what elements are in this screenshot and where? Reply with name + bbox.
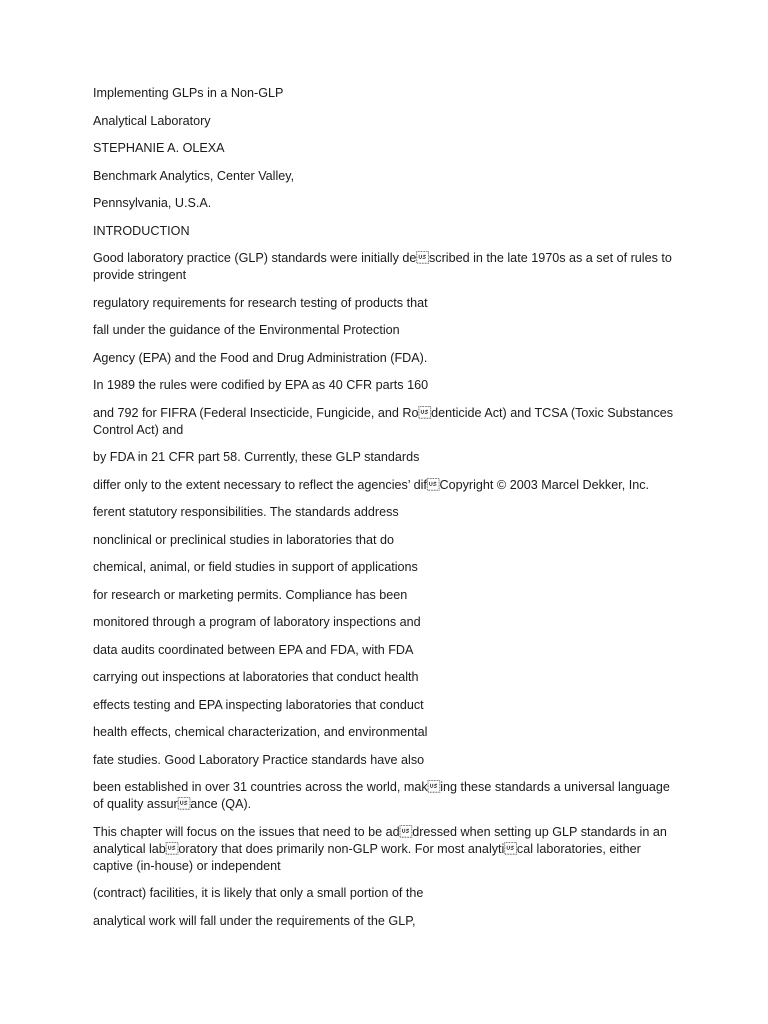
- body-paragraph-21: (contract) facilities, it is likely that only a small portion of the: [93, 886, 424, 900]
- body-paragraph-5: In 1989 the rules were codified by EPA as 40 CFR parts 160: [93, 378, 429, 392]
- affiliation-line-1: Benchmark Analytics, Center Valley,: [93, 168, 295, 183]
- affiliation-line-2: Pennsylvania, U.S.A.: [93, 196, 212, 210]
- body-paragraph-15: carrying out inspections at laboratories that conduct health: [93, 670, 419, 684]
- body-paragraph-18: fate studies. Good Laboratory Practice standards have also: [93, 752, 425, 767]
- body-paragraph-7: by FDA in 21 CFR part 58. Currently, these GLP standards: [93, 450, 420, 464]
- body-paragraph-3: fall under the guidance of the Environmental Protection: [93, 323, 400, 337]
- title-line-1: Implementing GLPs in a Non-GLP: [93, 86, 284, 100]
- body-paragraph-14: data audits coordinated between EPA and FDA, with FDA: [93, 642, 414, 657]
- body-paragraph-6: and 792 for FIFRA (Federal Insecticide, Fungicide, and Ro denticide Act) and TCSA (Toxic Substances Control Act) and: [93, 405, 674, 437]
- body-paragraph-8: differ only to the extent necessary to reflect the agencies’ dif Copyright © 2003 Marcel Dekker, Inc.: [93, 477, 649, 492]
- body-paragraph-13: monitored through a program of laboratory inspections and: [93, 615, 421, 629]
- title-line-2: Analytical Laboratory: [93, 113, 211, 128]
- body-paragraph-9: ferent statutory responsibilities. The standards address: [93, 505, 399, 519]
- body-paragraph-1: Good laboratory practice (GLP) standards were initially de scribed in the late 1970s as a set of rules to provide stringent: [93, 251, 672, 282]
- body-paragraph-17: health effects, chemical characterization, and environmental: [93, 725, 428, 739]
- author-name: STEPHANIE A. OLEXA: [93, 141, 225, 155]
- body-paragraph-20: This chapter will focus on the issues that need to be ad dressed when setting up GLP standards in an analytical lab oratory that does primarily non-GLP work. For most analyti cal laboratories, either captive (in-house) or independent: [93, 824, 667, 873]
- body-paragraph-2: regulatory requirements for research testing of products that: [93, 295, 428, 310]
- body-paragraph-19: been established in over 31 countries across the world, mak ing these standards a universal language of quality assur ance (QA).: [93, 780, 670, 811]
- body-paragraph-16: effects testing and EPA inspecting laboratories that conduct: [93, 697, 424, 712]
- body-paragraph-4: Agency (EPA) and the Food and Drug Administration (FDA).: [93, 350, 428, 365]
- body-paragraph-22: analytical work will fall under the requirements of the GLP,: [93, 913, 416, 928]
- section-heading: INTRODUCTION: [93, 223, 190, 238]
- body-paragraph-11: chemical, animal, or field studies in support of applications: [93, 560, 418, 574]
- document-page: [93, 85, 683, 940]
- body-paragraph-12: for research or marketing permits. Compliance has been: [93, 587, 408, 602]
- body-paragraph-10: nonclinical or preclinical studies in laboratories that do: [93, 532, 395, 547]
